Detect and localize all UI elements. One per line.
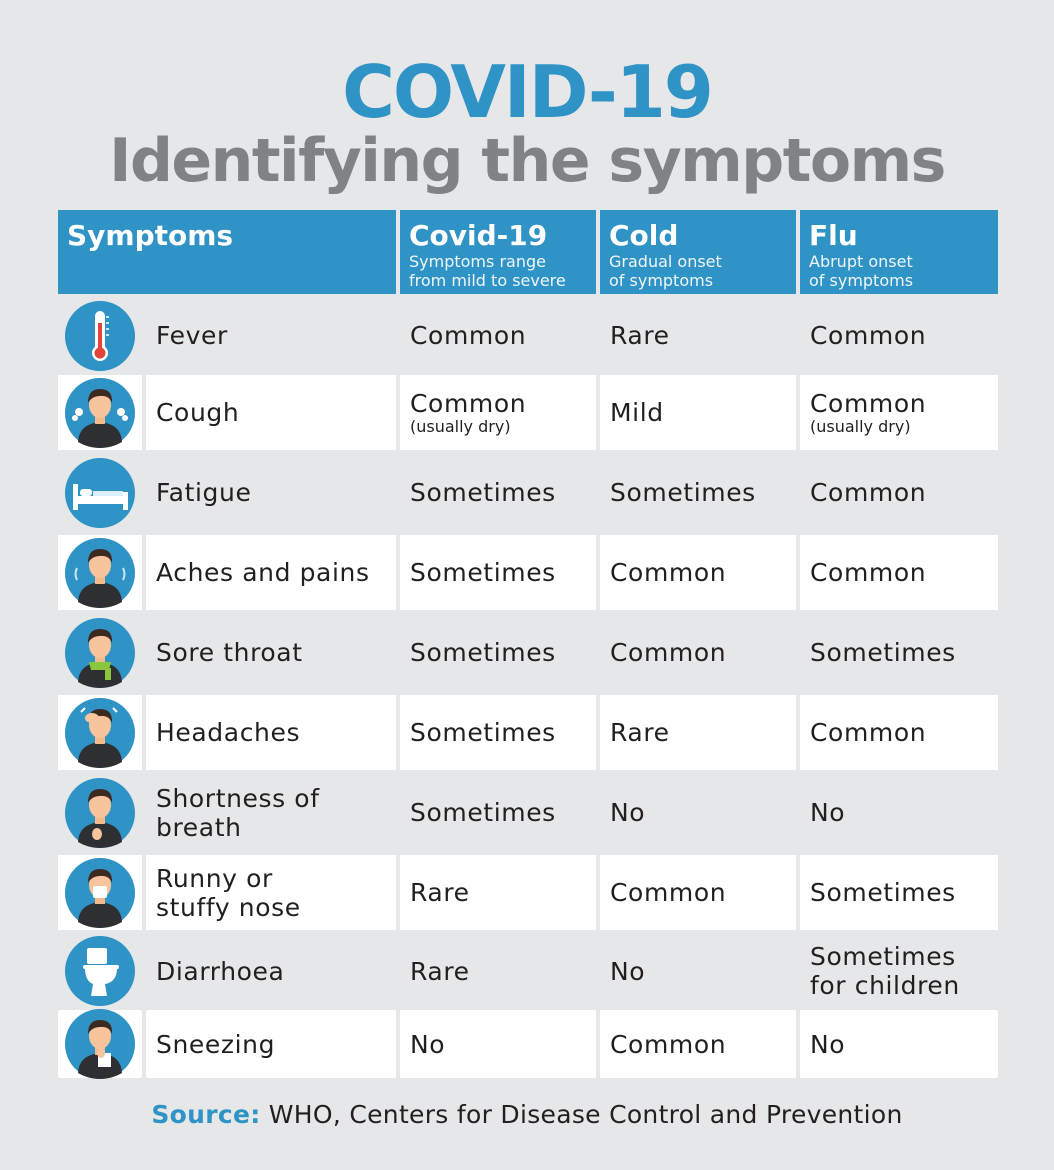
header-flu (800, 210, 998, 294)
flu-text: No (810, 1029, 846, 1059)
cold-text: No (610, 956, 646, 986)
cold-text: Mild (610, 398, 664, 427)
cell-cold (600, 455, 796, 530)
aching-person-icon (65, 538, 135, 608)
symptom-icon-cell (58, 935, 142, 1007)
flu-text: Sometimes (810, 942, 956, 971)
table-row (58, 775, 998, 850)
source-credit (0, 1100, 1054, 1129)
cell-symptom (146, 1010, 396, 1078)
cell-covid (400, 935, 596, 1007)
page-title: COVID-19 (342, 50, 712, 134)
cell-cold (600, 1010, 796, 1078)
symptom-text: Sneezing (156, 1029, 276, 1059)
covid-text: Sometimes (410, 718, 556, 747)
sore-throat-person-icon (65, 618, 135, 688)
cell-symptom (146, 535, 396, 610)
header-covid-sub2: from mild to severe (409, 271, 566, 290)
cell-symptom (146, 695, 396, 770)
header-flu-label: Flu (809, 219, 858, 252)
flu-text: Sometimes (810, 878, 956, 907)
symptom-text: stuffy nose (156, 892, 301, 922)
symptom-icon-cell (58, 695, 142, 770)
cell-cold (600, 298, 796, 373)
header-flu-sub1: Abrupt onset (809, 252, 913, 271)
flu-text: Common (810, 478, 927, 507)
symptom-icon-cell (58, 775, 142, 850)
cell-flu (800, 855, 998, 930)
cell-covid (400, 455, 596, 530)
headache-person-icon (65, 698, 135, 768)
covid-text: No (410, 1029, 446, 1059)
symptom-text: breath (156, 812, 242, 842)
header-cold-sub1: Gradual onset (609, 252, 722, 271)
cold-text: Rare (610, 321, 670, 350)
cell-symptom (146, 455, 396, 530)
table-row (58, 298, 998, 373)
table-row (58, 455, 998, 530)
symptom-text: Shortness of (156, 783, 320, 813)
covid-text: Sometimes (410, 798, 556, 827)
toilet-icon (65, 936, 135, 1006)
cell-cold (600, 535, 796, 610)
symptom-icon-cell (58, 535, 142, 610)
symptoms-table (58, 210, 998, 1059)
cell-symptom (146, 375, 396, 450)
symptom-text: Runny or (156, 863, 273, 893)
flu-text: Common (810, 321, 927, 350)
header-cold-label: Cold (609, 219, 679, 252)
flu-text: Common (810, 718, 927, 747)
thermometer-icon (65, 301, 135, 371)
cell-symptom (146, 855, 396, 930)
table-row (58, 1010, 998, 1078)
cell-flu (800, 935, 998, 1007)
symptom-text: Aches and pains (156, 558, 370, 587)
cell-cold (600, 775, 796, 850)
header-covid-sub1: Symptoms range (409, 252, 546, 271)
cell-covid (400, 298, 596, 373)
header-covid (400, 210, 596, 294)
header-cold-sub2: of symptoms (609, 271, 714, 290)
symptom-icon-cell (58, 1010, 142, 1078)
flu-note: (usually dry) (810, 417, 911, 436)
cold-text: Rare (610, 718, 670, 747)
source-label: Source: (151, 1100, 261, 1129)
symptom-icon-cell (58, 375, 142, 450)
cell-covid (400, 1010, 596, 1078)
covid-text: Sometimes (410, 478, 556, 507)
symptom-icon-cell (58, 298, 142, 373)
cell-cold (600, 695, 796, 770)
symptom-text: Fatigue (156, 478, 252, 507)
covid-text: Common (410, 389, 527, 418)
cold-text: Common (610, 558, 727, 587)
cell-covid (400, 535, 596, 610)
cell-covid (400, 695, 596, 770)
page-subtitle: Identifying the symptoms (109, 126, 945, 196)
cell-symptom (146, 298, 396, 373)
flu-text: for children (810, 971, 960, 1000)
cell-flu (800, 455, 998, 530)
cold-text: Common (610, 638, 727, 667)
cell-symptom (146, 775, 396, 850)
flu-text: No (810, 798, 846, 827)
covid-text: Rare (410, 956, 470, 986)
cold-text: Sometimes (610, 478, 756, 507)
symptom-icon-cell (58, 455, 142, 530)
header-symptoms (58, 210, 396, 294)
header-covid-label: Covid-19 (409, 219, 548, 252)
table-row (58, 855, 998, 930)
cell-covid (400, 375, 596, 450)
cell-flu (800, 375, 998, 450)
cell-flu (800, 298, 998, 373)
cold-text: Common (610, 1029, 727, 1059)
table-row (58, 375, 998, 450)
header-flu-sub2: of symptoms (809, 271, 914, 290)
table-row (58, 615, 998, 690)
cell-cold (600, 375, 796, 450)
header-symptoms-label: Symptoms (67, 219, 234, 252)
symptom-icon-cell (58, 615, 142, 690)
flu-text: Sometimes (810, 638, 956, 667)
cell-covid (400, 615, 596, 690)
cell-flu (800, 695, 998, 770)
symptom-text: Sore throat (156, 638, 303, 667)
covid-note: (usually dry) (410, 417, 511, 436)
cold-text: No (610, 798, 646, 827)
coughing-person-icon (65, 378, 135, 448)
cell-covid (400, 855, 596, 930)
cell-cold (600, 615, 796, 690)
bed-icon (65, 458, 135, 528)
symptom-text: Cough (156, 398, 240, 427)
symptom-icon-cell (58, 855, 142, 930)
covid-text: Sometimes (410, 558, 556, 587)
source-text: WHO, Centers for Disease Control and Prevention (260, 1100, 903, 1129)
symptom-text: Fever (156, 321, 228, 350)
header-cold (600, 210, 796, 294)
cell-cold (600, 855, 796, 930)
table-row (58, 935, 998, 1007)
cell-flu (800, 775, 998, 850)
covid-text: Rare (410, 878, 470, 907)
flu-text: Common (810, 558, 927, 587)
sneezing-person-icon (65, 1009, 135, 1079)
runny-nose-person-icon (65, 858, 135, 928)
cold-text: Common (610, 878, 727, 907)
symptom-text: Diarrhoea (156, 956, 285, 986)
covid-text: Sometimes (410, 638, 556, 667)
breathless-person-icon (65, 778, 135, 848)
cell-cold (600, 935, 796, 1007)
cell-symptom (146, 615, 396, 690)
cell-covid (400, 775, 596, 850)
cell-flu (800, 535, 998, 610)
table-row (58, 535, 998, 610)
covid-text: Common (410, 321, 527, 350)
cell-symptom (146, 935, 396, 1007)
symptom-text: Headaches (156, 718, 301, 747)
cell-flu (800, 615, 998, 690)
flu-text: Common (810, 389, 927, 418)
cell-flu (800, 1010, 998, 1078)
table-header (58, 210, 998, 294)
table-row (58, 695, 998, 770)
